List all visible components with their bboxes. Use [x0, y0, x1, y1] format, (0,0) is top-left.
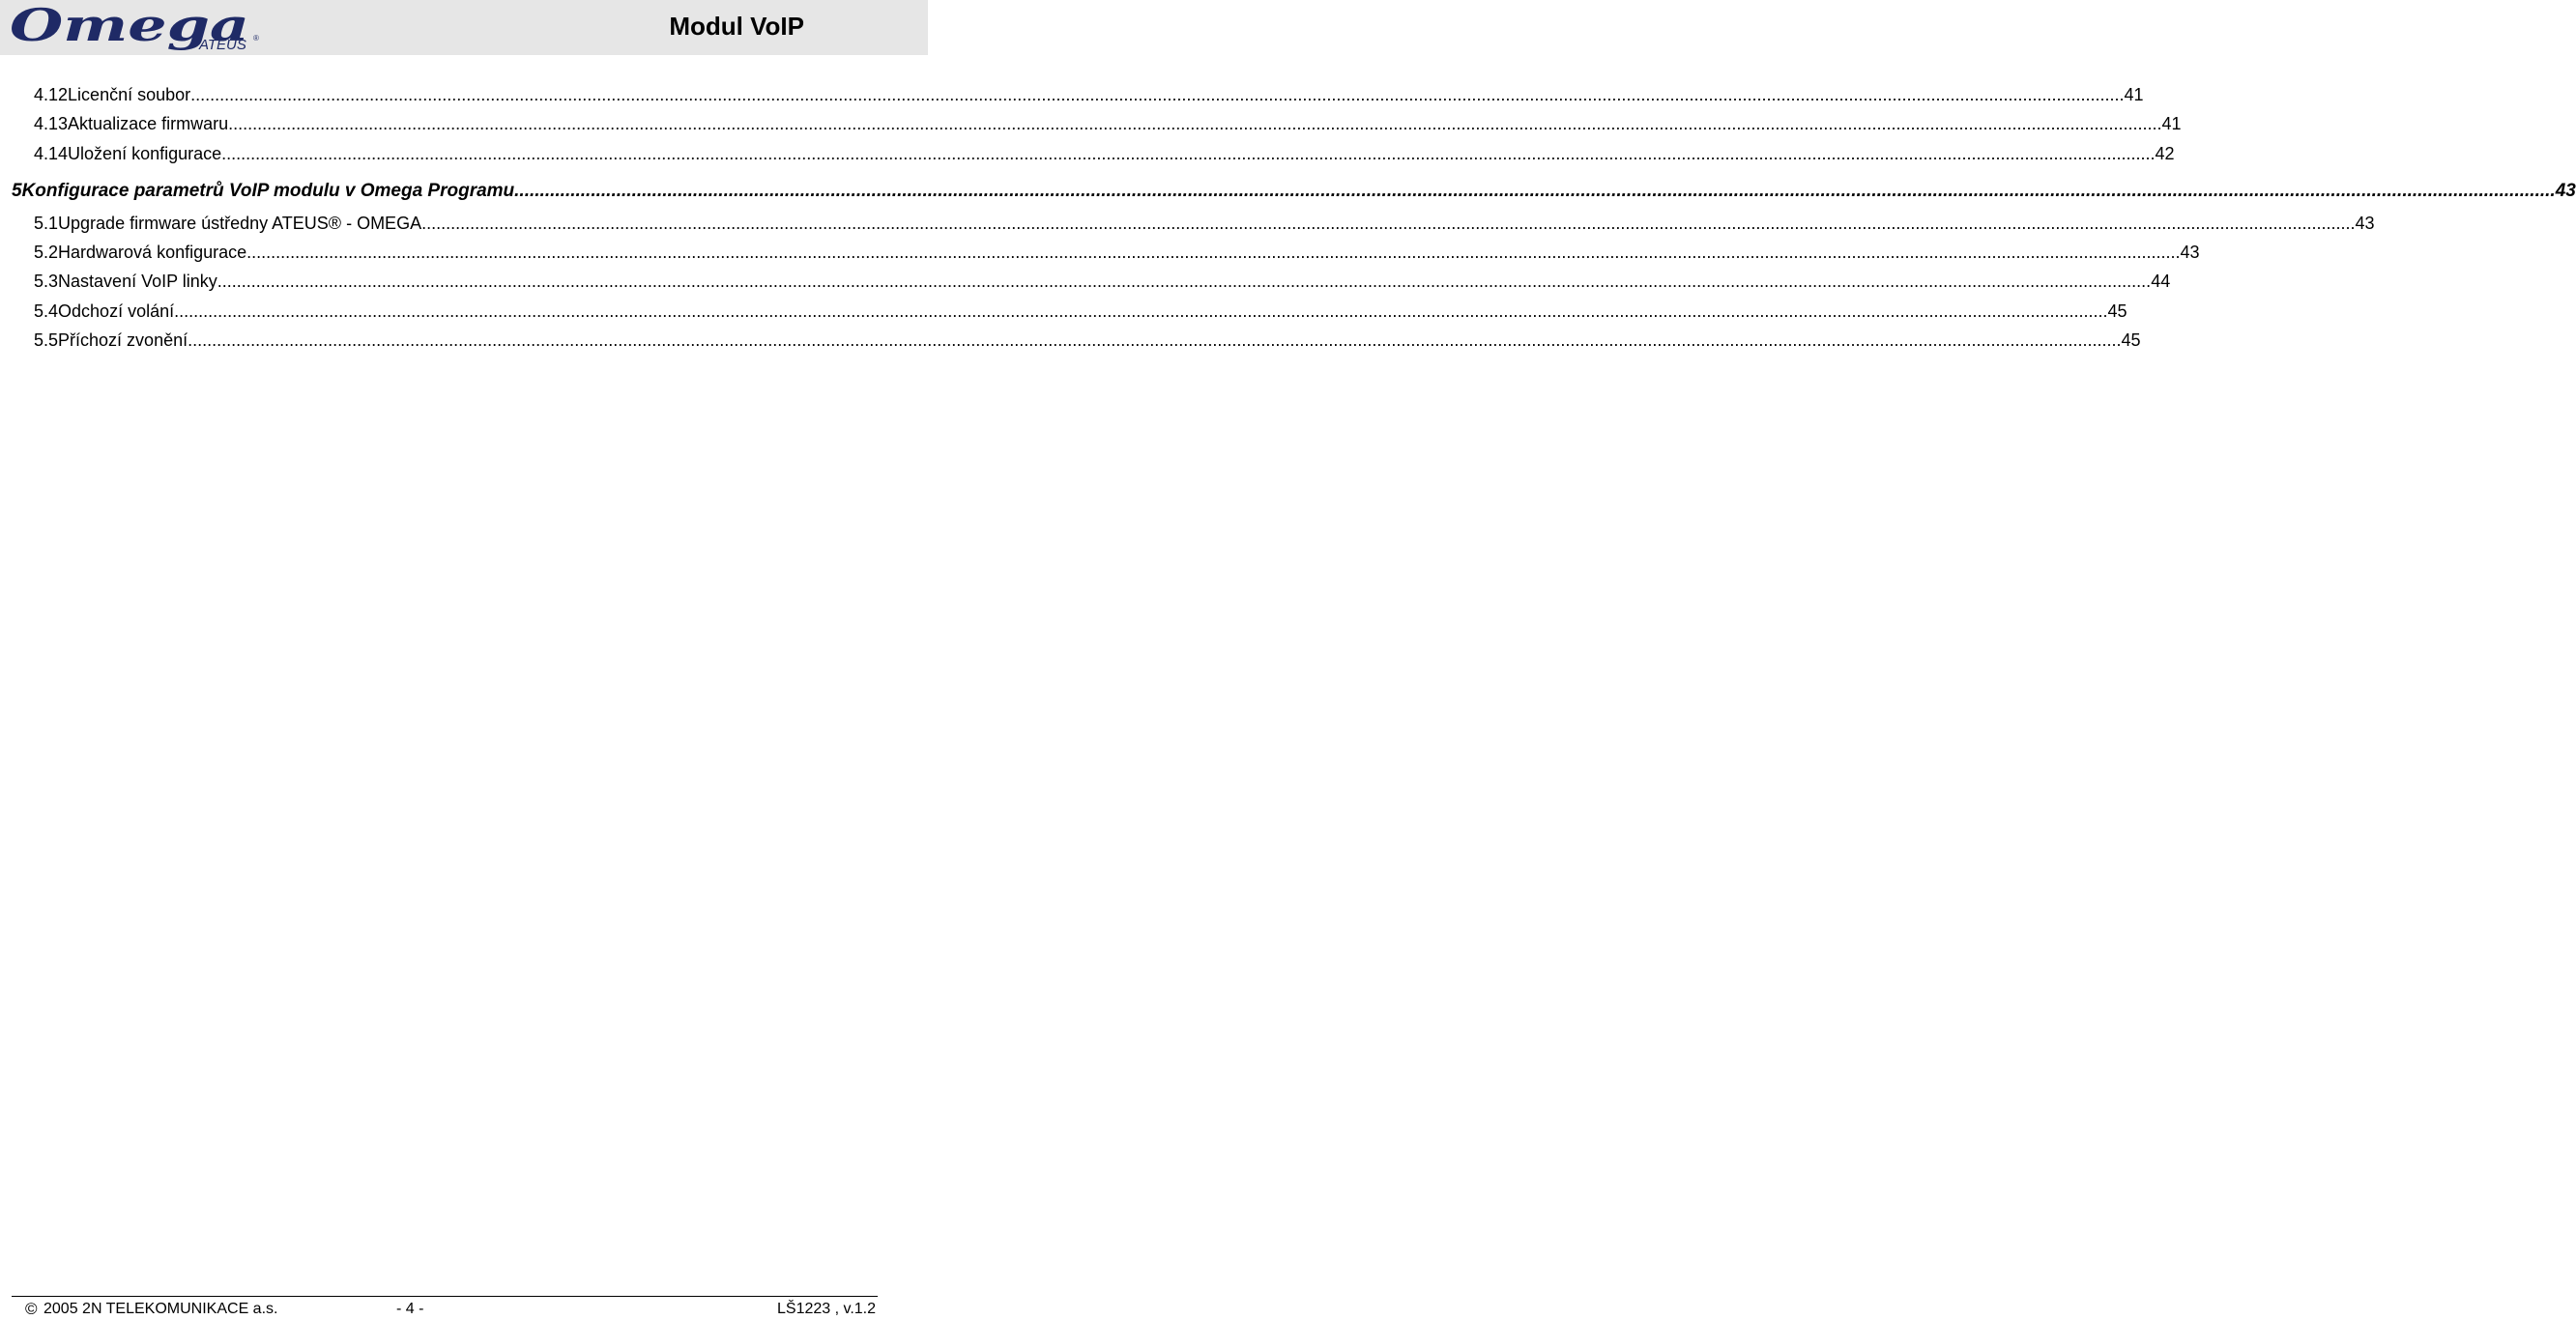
logo-registered-mark: ® [253, 34, 259, 43]
toc-entry-label: Nastavení VoIP linky [58, 272, 217, 291]
toc-entry[interactable] [12, 181, 2576, 202]
toc-leader-dots: ................................................................................................................................................................................................................................................................................................................................................................................................................ [190, 85, 2125, 104]
footer-page-number: - 4 - [396, 1301, 424, 1317]
toc-entry-label: Hardwarová konfigurace [58, 243, 247, 262]
page-header [0, 0, 928, 55]
toc-entry-label: Upgrade firmware ústředny ATEUS® - OMEGA [58, 214, 422, 233]
toc-entry-number: 4.14 [34, 144, 69, 163]
toc-entry-number: 5.1 [34, 214, 59, 233]
toc-entry[interactable] [34, 271, 2171, 292]
toc-entry-page: 43 [2555, 181, 2576, 201]
toc-entry-page: 41 [2161, 114, 2182, 133]
toc-entry-number: 5.3 [34, 272, 59, 291]
toc-entry-label: Odchozí volání [58, 301, 175, 321]
toc-entry-number: 5.5 [34, 330, 59, 350]
toc-entry-number: 5.4 [34, 301, 59, 321]
toc-entry-label: Licenční soubor [68, 85, 191, 104]
toc-entry[interactable] [34, 242, 2200, 263]
footer-doc-id: LŠ1223 , v.1.2 [777, 1301, 876, 1317]
toc-entry-page: 45 [2121, 330, 2141, 350]
toc-leader-dots: ................................................................................................................................................................................................................................................................................................................................................................................................................ [217, 272, 2152, 291]
toc-leader-dots: ................................................................................................................................................................................................................................................................................................................................................................................................................ [228, 114, 2162, 133]
omega-ateus-logo [6, 2, 267, 52]
toc-entry-page: 43 [2180, 243, 2200, 262]
footer-divider [12, 1296, 878, 1297]
toc-entry[interactable] [34, 330, 2141, 351]
toc-leader-dots: ................................................................................................................................................................................................................................................................................................................................................................................................................ [246, 243, 2181, 262]
toc-leader-dots: ................................................................................................................................................................................................................................................................................................................................................................................................................ [221, 144, 2156, 163]
toc-entry[interactable] [34, 84, 2144, 105]
toc-entry-number: 5.2 [34, 243, 59, 262]
footer-company: 2005 2N TELEKOMUNIKACE a.s. [43, 1301, 278, 1317]
toc-leader-dots: ................................................................................................................................................................................................................................................................................................................................................................................................................ [421, 214, 2356, 233]
toc-leader-dots: ................................................................................................................................................................................................................................................................................................................................................................................................................ [514, 181, 2556, 201]
toc-entry-number: 5 [12, 181, 22, 201]
toc-entry[interactable] [34, 301, 2127, 322]
toc-entry[interactable] [34, 113, 2182, 134]
logo-wordmark: Omega [10, 0, 249, 51]
copyright-icon: © [25, 1300, 38, 1318]
toc-leader-dots: ................................................................................................................................................................................................................................................................................................................................................................................................................ [174, 301, 2108, 321]
toc-entry-label: Aktualizace firmwaru [68, 114, 229, 133]
toc-entry-page: 44 [2151, 272, 2171, 291]
toc-entry-page: 43 [2355, 214, 2375, 233]
toc-leader-dots: ................................................................................................................................................................................................................................................................................................................................................................................................................ [188, 330, 2122, 350]
toc-entry-number: 4.12 [34, 85, 69, 104]
toc-entry[interactable] [34, 213, 2375, 234]
document-title: Modul VoIP [669, 12, 804, 41]
logo-ateus: ATEUS [199, 37, 246, 53]
toc-entry[interactable] [34, 143, 2175, 164]
toc-entry-label: Příchozí zvonění [58, 330, 188, 350]
toc-entry-label: Konfigurace parametrů VoIP modulu v Omega Programu [21, 181, 515, 201]
toc-entry-number: 4.13 [34, 114, 69, 133]
toc-entry-page: 45 [2107, 301, 2127, 321]
toc-entry-label: Uložení konfigurace [68, 144, 222, 163]
toc-entry-page: 41 [2124, 85, 2144, 104]
toc-entry-page: 42 [2155, 144, 2175, 163]
